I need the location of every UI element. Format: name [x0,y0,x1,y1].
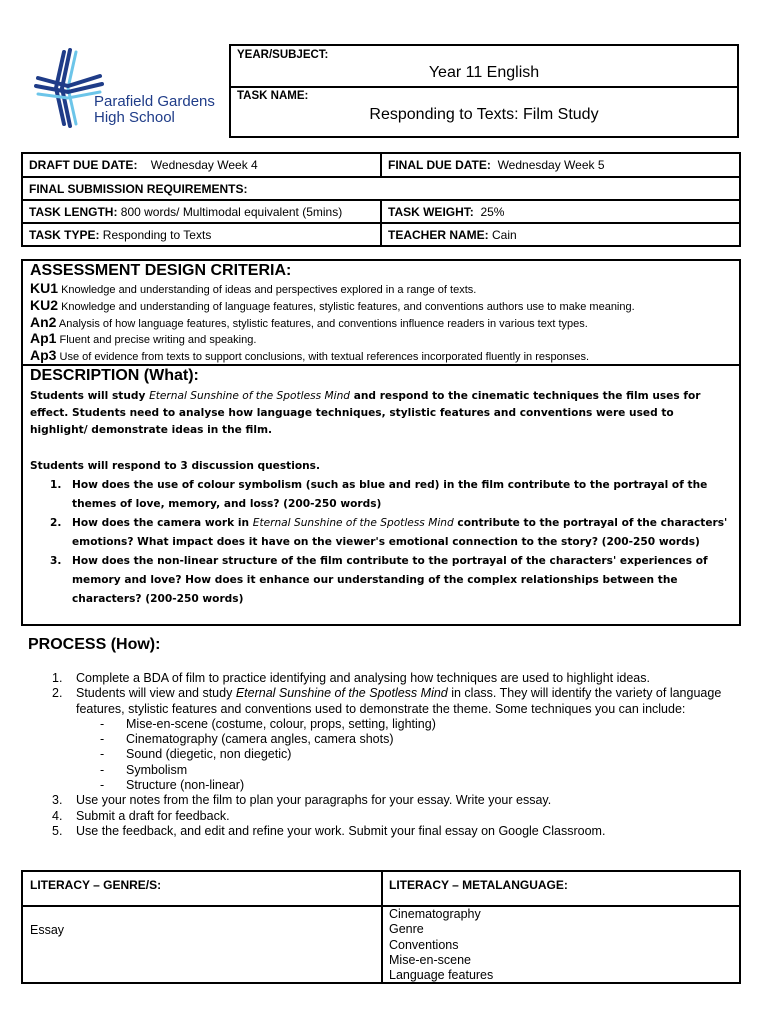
list-item [100,778,742,793]
questions-intro: Students will respond to 3 discussion questions. [30,460,321,472]
dash-bullet: - [100,747,105,762]
school-name-line2: High School [94,109,175,126]
table-row [22,153,740,177]
draft-due-cell [22,153,381,177]
criteria-code: KU1 [30,280,59,296]
step-number: 2. [52,686,63,701]
question-number: 1. [50,479,62,491]
process-title: PROCESS (How): [28,636,161,653]
task-length-value: 800 words/ Multimodal equivalent (5mins) [120,204,343,219]
list-item [50,552,731,609]
table-row [22,200,740,223]
column-divider [381,872,383,982]
task-type-value: Responding to Texts [102,227,212,242]
list-item [52,671,742,686]
question-number: 3. [50,555,62,567]
step-text: in class. They will identify the variety of language features, stylistic features and conventions used to demonstrate the theme. Some techniques you can include: [76,686,722,716]
criteria-code: KU2 [30,297,59,313]
list-item: Cinematography [389,907,481,921]
question-text: How does the non-linear structure of the film contribute to the portrayal of the characters' experiences of memory and love? How does it enhance our understanding of the complex relationships between the characters? (200-250 words) [72,555,708,605]
draft-due-value: Wednesday Week 4 [150,158,258,172]
technique-text: Sound (diegetic, non diegetic) [126,747,292,762]
task-header [229,44,739,138]
list-item [100,732,742,747]
teacher-label: TEACHER NAME: [388,227,489,242]
list-item [52,686,742,793]
task-name-label: TASK NAME: [237,90,309,102]
list-item: Genre [389,922,424,937]
criteria-description-box [21,259,741,626]
school-name [94,94,215,126]
criteria-item [30,314,588,330]
discussion-questions [50,476,731,609]
task-length-label: TASK LENGTH: [29,204,118,219]
technique-text: Structure (non-linear) [126,778,245,793]
task-info-table [21,152,741,247]
criteria-text: Knowledge and understanding of ideas and perspectives explored in a range of texts. [61,284,477,296]
step-text: Students will view and study [76,686,236,701]
task-weight-value: 25% [480,204,505,219]
list-item [52,793,742,808]
step-number: 1. [52,671,63,685]
final-submission-label: FINAL SUBMISSION REQUIREMENTS: [29,181,248,196]
metalanguage-list [389,907,493,983]
draft-due-label: DRAFT DUE DATE: [29,158,138,172]
criteria-text: Knowledge and understanding of language features, stylistic features, and conventions authors use to make meaning. [61,301,635,313]
step-text: Submit a draft for feedback. [76,808,230,823]
dash-bullet: - [100,778,105,793]
technique-list [76,717,742,793]
dash-bullet: - [100,716,105,731]
list-item: Mise-en-scene [389,952,471,967]
criteria-item [30,330,256,346]
school-logo [34,48,229,138]
list-item [100,717,742,732]
task-weight-cell [381,200,740,223]
teacher-value: Cain [492,227,517,242]
description-text: and respond to the cinematic techniques the film uses for effect. [30,390,701,419]
question-text: How does the camera work in [72,517,253,529]
question-number: 2. [50,517,62,529]
criteria-text: Fluent and precise writing and speaking. [59,334,257,346]
film-title: Eternal Sunshine of the Spotless Mind [235,686,448,701]
criteria-code: Ap1 [30,330,57,346]
list-item [50,514,731,552]
genre-label: LITERACY – GENRE/S: [30,878,162,892]
literacy-table [21,870,741,984]
criteria-text: Use of evidence from texts to support conclusions, with textual references incorporated fluently in responses. [59,351,590,363]
step-number: 3. [52,793,63,808]
year-subject-value: Year 11 English [428,64,540,81]
criteria-item [30,297,635,313]
row-divider [23,905,739,907]
final-due-label: FINAL DUE DATE: [388,158,491,172]
list-item: Conventions [389,937,459,952]
step-text: Use your notes from the film to plan your paragraphs for your essay. Write your essay. [76,793,552,808]
criteria-title: ASSESSMENT DESIGN CRITERIA: [30,262,292,279]
genre-value: Essay [30,923,65,937]
task-weight-label: TASK WEIGHT: [388,204,474,219]
dash-bullet: - [100,762,105,777]
process-steps [52,671,742,839]
step-text: Complete a BDA of film to practice identifying and analysing how techniques are used to highlight ideas. [76,671,650,685]
final-submission-cell [22,177,740,200]
criteria-code: An2 [30,314,57,330]
task-length-cell [22,200,381,223]
description-text: Students will study [30,390,150,402]
dash-bullet: - [100,732,105,747]
step-text: Use the feedback, and edit and refine your work. Submit your final essay on Google Classroom. [76,823,606,838]
question-text: contribute to the portrayal of the characters' emotions? What impact does it have on the viewer's emotional connection to the story? (200-250 words) [72,517,728,548]
criteria-code: Ap3 [30,347,57,363]
technique-text: Symbolism [126,762,188,777]
list-item [52,809,742,824]
school-name-line1: Parafield Gardens [94,93,215,110]
film-title: Eternal Sunshine of the Spotless Mind [149,390,351,402]
list-item: Language features [389,968,494,983]
table-row [22,177,740,200]
teacher-cell [381,223,740,246]
list-item [50,476,731,514]
film-title: Eternal Sunshine of the Spotless Mind [252,517,454,529]
list-item [52,824,742,839]
final-due-cell [381,153,740,177]
criteria-item [30,347,589,363]
table-row [22,223,740,246]
list-item [100,747,742,762]
question-text: How does the use of colour symbolism (such as blue and red) in the film contribute to the portrayal of the themes of love, memory, and loss? (200-250 words) [72,479,708,510]
step-number: 4. [52,808,63,823]
criteria-text: Analysis of how language features, stylistic features, and conventions influence readers in various text types. [58,318,588,330]
task-type-label: TASK TYPE: [29,227,100,242]
year-subject-row [231,46,737,88]
task-name-value: Responding to Texts: Film Study [369,106,599,123]
step-number: 5. [52,823,63,838]
description-text: Students need to analyse how language techniques, stylistic features and conventions were used to highlight/ demonstrate ideas in the film. [30,407,674,436]
metalanguage-label: LITERACY – METALANGUAGE: [389,878,568,892]
year-subject-label: YEAR/SUBJECT: [237,49,329,61]
description-title: DESCRIPTION (What): [30,367,199,384]
description-paragraph [30,388,731,439]
criteria-item [30,280,476,296]
task-type-cell [22,223,381,246]
technique-text: Cinematography (camera angles, camera shots) [126,732,394,747]
technique-text: Mise-en-scene (costume, colour, props, setting, lighting) [126,716,436,731]
list-item [100,763,742,778]
final-due-value: Wednesday Week 5 [497,158,605,172]
section-divider [23,364,739,366]
